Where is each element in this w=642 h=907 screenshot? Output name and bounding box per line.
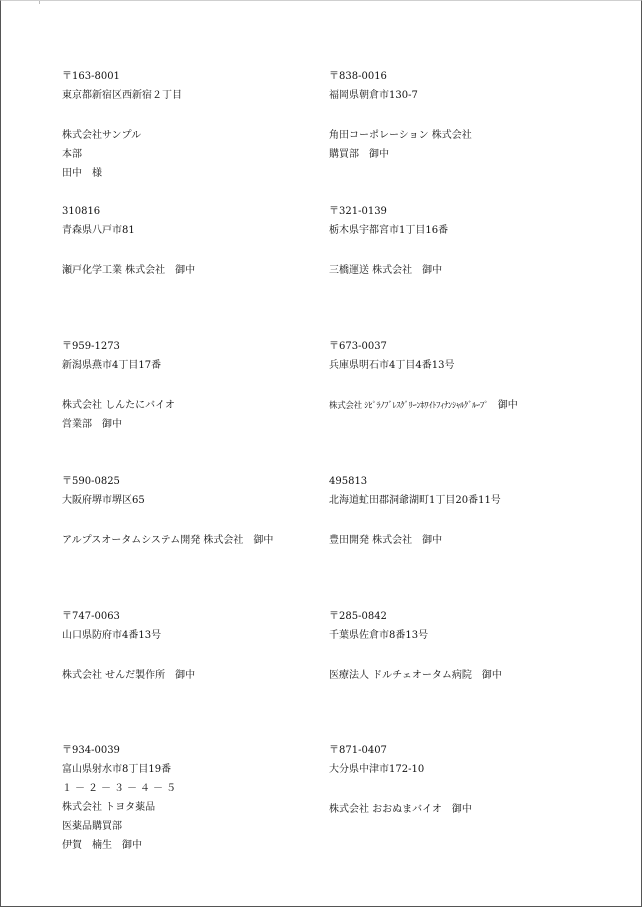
address-label [62, 202, 330, 280]
address-line-1: 北海道虻田郡洞爺湖町1丁目20番11号 [329, 495, 501, 506]
recipient-person: 伊賀 楠生 御中 [62, 840, 142, 851]
company-name: 豊田開発 株式会社 御中 [329, 535, 443, 546]
postal-code: 〒838-0016 [329, 71, 387, 82]
department: 営業部 御中 [62, 419, 122, 430]
company-name: 医療法人 ドルチェオータム病院 御中 [329, 670, 502, 681]
postal-code: 〒871-0407 [329, 745, 387, 756]
address-line-1: 兵庫県明石市4丁目4番13号 [329, 360, 455, 371]
recipient-person: 田中 様 [62, 168, 102, 179]
department: 購買部 御中 [329, 149, 389, 160]
postal-code: 310816 [62, 206, 101, 217]
address-label [329, 337, 629, 416]
company-name: 株式会社 おおぬまバイオ 御中 [329, 804, 472, 815]
company-name: 三橋運送 株式会社 御中 [329, 265, 443, 276]
postal-code: 495813 [329, 476, 368, 487]
company-name: 株式会社 しんたにバイオ [62, 400, 175, 411]
company-name: 角田コーポレーション 株式会社 [329, 130, 472, 141]
address-line-2: １－２－３－４－５ [62, 783, 179, 794]
company-line [329, 396, 629, 416]
page-edge-mark [39, 1, 40, 4]
address-line-1: 山口県防府市4番13号 [62, 630, 162, 641]
postal-code: 〒285-0842 [329, 611, 387, 622]
address-label [329, 472, 597, 550]
company-name: 株式会社サンプル [62, 130, 142, 141]
address-line-1: 栃木県宇都宮市1丁目16番 [329, 225, 449, 236]
postal-code: 〒590-0825 [62, 476, 120, 487]
address-label [62, 67, 330, 183]
address-line-1: 新潟県燕市4丁目17番 [62, 360, 162, 371]
address-label [62, 337, 330, 434]
company-name: アルプスオータムシステム開発 株式会社 御中 [62, 535, 274, 546]
address-label [329, 67, 597, 164]
address-line-1: 富山県射水市8丁目19番 [62, 764, 172, 775]
postal-code: 〒321-0139 [329, 206, 387, 217]
company-name: 瀬戸化学工業 株式会社 御中 [62, 265, 196, 276]
address-label [329, 202, 597, 280]
address-line-1: 大阪府堺市堺区65 [62, 495, 145, 506]
postal-code: 〒959-1273 [62, 341, 120, 352]
address-line-1: 千葉県佐倉市8番13号 [329, 630, 429, 641]
address-line-1: 大分県中津市172-10 [329, 764, 425, 775]
address-line-1: 青森県八戸市81 [62, 225, 135, 236]
address-line-1: 東京都新宿区西新宿２丁目 [62, 90, 182, 101]
address-label [329, 607, 597, 685]
company-name: 株式会社 ｼﾋﾟﾗﾉﾌﾞﾚｽｸﾞﾘｰﾝﾎﾜｲﾄﾌｨﾅﾝｼｬﾙｸﾞﾙｰﾌﾟ [329, 401, 489, 411]
postal-code: 〒673-0037 [329, 341, 387, 352]
address-label [329, 741, 597, 819]
company-suffix: 御中 [497, 400, 518, 411]
address-label [62, 741, 330, 855]
department: 本部 [62, 149, 82, 160]
address-label [62, 607, 330, 685]
company-name: 株式会社 せんだ製作所 御中 [62, 670, 196, 681]
address-label [62, 472, 330, 550]
department: 医薬品購買部 [62, 821, 122, 832]
company-name: 株式会社 トヨタ薬品 [62, 802, 156, 813]
postal-code: 〒934-0039 [62, 745, 120, 756]
address-line-1: 福岡県朝倉市130-7 [329, 90, 418, 101]
postal-code: 〒163-8001 [62, 71, 120, 82]
postal-code: 〒747-0063 [62, 611, 120, 622]
